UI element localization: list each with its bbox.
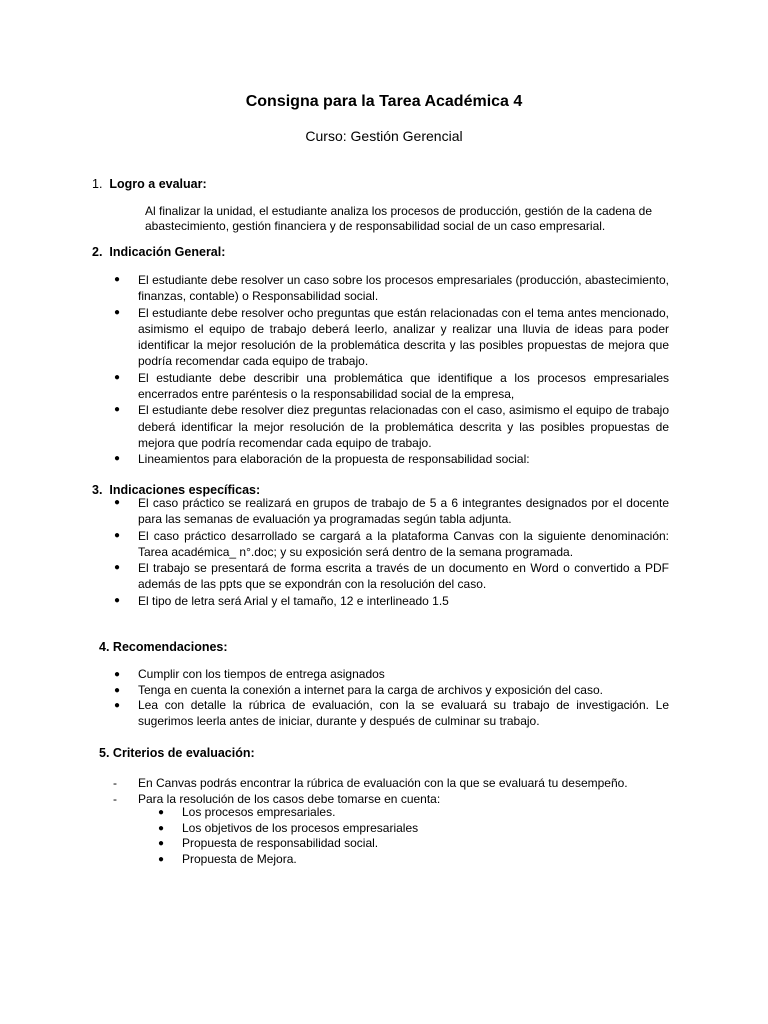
section-number: 4. (99, 640, 110, 654)
dash-marker: - (113, 791, 117, 806)
bullet-icon: ● (114, 306, 121, 318)
bullet-icon: ● (158, 838, 165, 849)
section-2-list (114, 272, 669, 468)
section-5-sub-list (158, 805, 662, 867)
list-item: - Para la resolución de los casos debe tomarse en cuenta: (113, 791, 441, 806)
list-item: ● Propuesta de Mejora. (158, 851, 297, 866)
bullet-icon: ● (158, 853, 165, 865)
bullet-icon: ● (114, 453, 121, 465)
list-item: - En Canvas podrás encontrar la rúbrica de evaluación con la que se evaluará tu desempeño. (113, 776, 628, 790)
dash-marker: - (113, 776, 117, 790)
section-label: Indicaciones específicas: (109, 483, 261, 497)
section-4-heading (99, 639, 228, 655)
section-1-heading (92, 176, 207, 192)
section-2-heading (92, 244, 225, 260)
bullet-icon: ● (114, 562, 121, 574)
document-title: Consigna para la Tarea Académica 4 (245, 93, 523, 110)
section-1-text: Al finalizar la unidad, el estudiante analiza los procesos de producción, gestión de la cadena de abastecimiento, gestión financiera y de responsabilidad social de un caso empresarial. (145, 204, 652, 233)
list-item: ● El tipo de letra será Arial y el tamaño, 12 e interlineado 1.5 (114, 593, 449, 608)
section-label: Logro a evaluar: (109, 177, 207, 191)
section-3-list (114, 495, 669, 609)
section-label: Criterios de evaluación: (112, 746, 255, 760)
section-5-dash-list (113, 776, 698, 807)
list-item: ● El estudiante debe resolver ocho preguntas que están relacionadas con el tema antes mencionado, asimismo el equipo de trabajo deberá leerlo, analizar y realizar una lluvia de ideas para poder identificar la mejor resolución de la problemática descrita y las posibles propuestas de mejora que podría recomendar cada equipo de trabajo. (114, 305, 669, 369)
list-item: ● Los objetivos de los procesos empresariales (158, 820, 419, 835)
list-item: ● El caso práctico se realizará en grupos de trabajo de 5 a 6 integrantes designados por el docente para las semanas de evaluación ya programadas según tabla adjunta. (114, 496, 669, 527)
section-4-list (114, 667, 669, 729)
list-item: ● El caso práctico desarrollado se cargará a la plataforma Canvas con la siguiente denominación: Tarea académica_ n°.doc; y su exposición será dentro de la semana programada. (114, 528, 669, 559)
bullet-icon: ● (158, 822, 165, 834)
section-label: Indicación General: (109, 245, 226, 259)
section-number: 3. (92, 483, 103, 497)
bullet-icon: ● (114, 529, 121, 541)
list-item: ● Tenga en cuenta la conexión a internet para la carga de archivos y exposición del caso. (114, 682, 603, 697)
bullet-icon: ● (114, 700, 121, 711)
section-number: 5. (99, 746, 110, 760)
bullet-icon: ● (114, 669, 121, 680)
section-5-heading (99, 745, 255, 761)
bullet-icon: ● (158, 807, 165, 818)
bullet-icon: ● (114, 594, 121, 606)
section-number: 1. (92, 177, 103, 191)
list-item: ● Propuesta de responsabilidad social. (158, 836, 379, 850)
course-subtitle: Curso: Gestión Gerencial (305, 128, 463, 144)
list-item: ● Cumplir con los tiempos de entrega asignados (114, 667, 385, 681)
bullet-icon: ● (114, 684, 121, 696)
list-item: ● El estudiante debe resolver un caso sobre los procesos empresariales (producción, abastecimiento, finanzas, contable) o Responsabilidad social. (114, 273, 669, 304)
list-item: ● El estudiante debe resolver diez preguntas relacionadas con el caso, asimismo el equipo de trabajo deberá identificar la mejor resolución de la problemática descrita y las posibles propuestas de mejora que podría recomendar cada equipo de trabajo. (114, 403, 669, 450)
bullet-icon: ● (114, 274, 121, 285)
list-item: ● El trabajo se presentará de forma escrita a través de un documento en Word o convertido a PDF además de las ppts que se expondrán con la resolución del caso. (114, 561, 669, 592)
list-item: ● El estudiante debe describir una problemática que identifique a los procesos empresariales encerrados entre paréntesis o la responsabilidad social de la empresa, (114, 370, 669, 402)
list-item: ● Los procesos empresariales. (158, 805, 336, 819)
bullet-icon: ● (114, 497, 121, 508)
section-number: 2. (92, 245, 103, 259)
section-label: Recomendaciones: (112, 640, 228, 654)
bullet-icon: ● (114, 404, 121, 416)
bullet-icon: ● (114, 371, 121, 383)
list-item: ● Lea con detalle la rúbrica de evaluación, con la se evaluará su trabajo de investigación. Le sugerimos leerla antes de iniciar, durante y después de culminar su trabajo. (114, 698, 669, 728)
list-item: ● Lineamientos para elaboración de la propuesta de responsabilidad social: (114, 452, 530, 467)
